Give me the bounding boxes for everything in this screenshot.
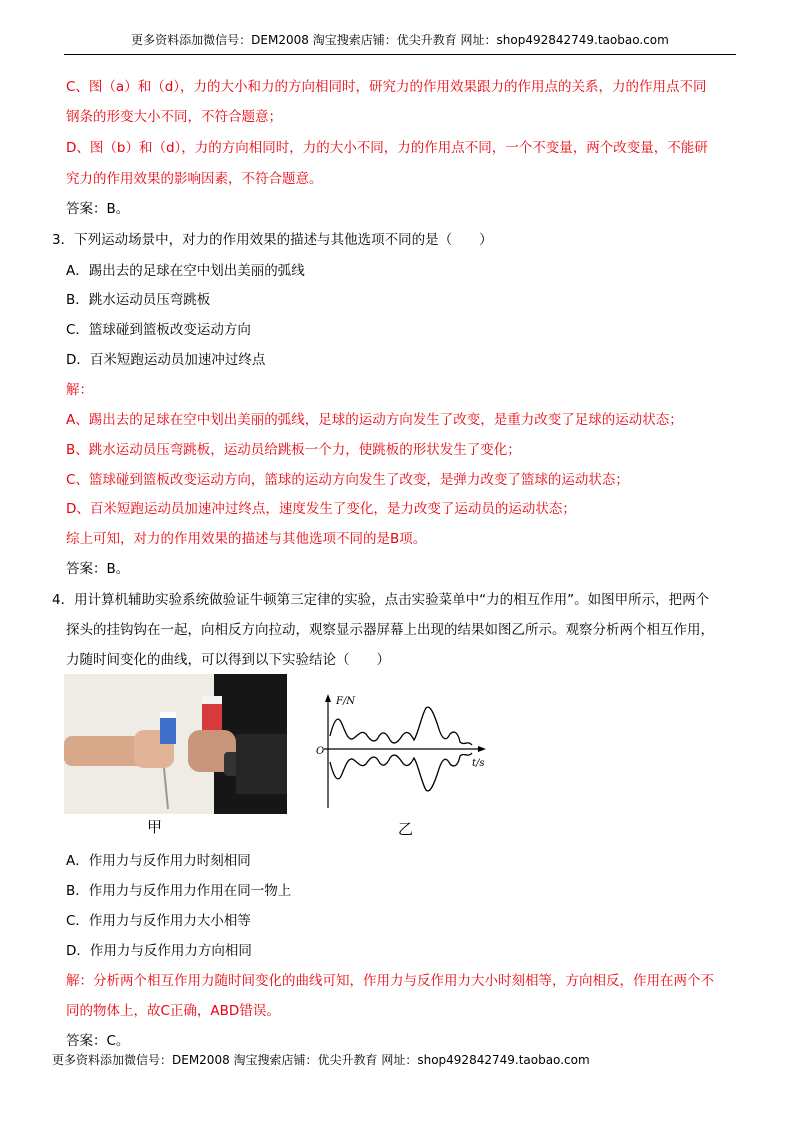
- q3-option-c: C．篮球碰到篮板改变运动方向: [66, 322, 251, 338]
- q3-solution-d: D、百米短跑运动员加速冲过终点，速度发生了变化，是力改变了运动员的运动状态；: [66, 501, 576, 517]
- graph-x-label: t/s: [472, 758, 485, 769]
- q4-solution-line2: 同的物体上，故C正确，ABD错误。: [66, 1003, 280, 1019]
- q2-solution-d-line1: D、图（b）和（d），力的方向相同时，力的大小不同，力的作用点不同，一个不变量，两个改变量，不能研: [66, 140, 708, 156]
- q3-solution-c: C、篮球碰到篮板改变运动方向，篮球的运动方向发生了改变，是弹力改变了篮球的运动状态；: [66, 472, 629, 488]
- x-axis-arrow: [478, 746, 486, 752]
- q3-solution-a: A、踢出去的足球在空中划出美丽的弧线，足球的运动方向发生了改变，是重力改变了足球的运动状态；: [66, 412, 683, 428]
- q3-solution-b: B、跳水运动员压弯跳板，运动员给跳板一个力，使跳板的形状发生了变化；: [66, 442, 521, 458]
- q4-answer: 答案：C。: [66, 1033, 130, 1049]
- q4-solution-line1: 解：分析两个相互作用力随时间变化的曲线可知，作用力与反作用力大小时刻相等，方向相反，作用在两个不: [66, 973, 714, 989]
- q3-solution-label: 解：: [66, 382, 93, 398]
- header-divider: [64, 54, 736, 55]
- q2-solution-c-line2: 钢条的形变大小不同，不符合题意；: [66, 109, 282, 125]
- page-header: 更多资料添加微信号：DEM2008 淘宝搜索店铺：优尖升教育 网址：shop492842749.taobao.com: [131, 33, 669, 47]
- graph-origin-label: O: [316, 746, 325, 757]
- q3-option-b: B．跳水运动员压弯跳板: [66, 292, 211, 308]
- q2-answer: 答案：B。: [66, 201, 130, 217]
- q4-option-d: D．作用力与反作用力方向相同: [66, 943, 252, 959]
- y-axis-arrow: [325, 694, 331, 702]
- q3-option-d: D．百米短跑运动员加速冲过终点: [66, 352, 266, 368]
- q2-solution-d-line2: 究力的作用效果的影响因素，不符合题意。: [66, 171, 323, 187]
- q3-solution-summary: 综上可知，对力的作用效果的描述与其他选项不同的是B项。: [66, 531, 427, 547]
- q2-solution-c-line1: C、图（a）和（d），力的大小和力的方向相同时，研究力的作用效果跟力的作用点的关系，力的作用点不同: [66, 79, 707, 95]
- reaction-force-curve: [330, 753, 472, 791]
- figure-jia-photo: [64, 674, 287, 814]
- q4-option-b: B．作用力与反作用力作用在同一物上: [66, 883, 292, 899]
- q3-option-a: A．踢出去的足球在空中划出美丽的弧线: [66, 263, 305, 279]
- q4-option-c: C．作用力与反作用力大小相等: [66, 913, 251, 929]
- q4-stem-line1: 4．用计算机辅助实验系统做验证牛顿第三定律的实验，点击实验菜单中“力的相互作用”。如图甲所示，把两个: [52, 592, 710, 608]
- q4-stem-line2: 探头的挂钩钩在一起，向相反方向拉动，观察显示器屏幕上出现的结果如图乙所示。观察分析两个相互作用，: [66, 622, 714, 638]
- figure-yi-force-graph: [314, 690, 494, 810]
- figure-jia-caption: 甲: [147, 818, 163, 836]
- q3-answer: 答案：B。: [66, 561, 130, 577]
- graph-y-label: F/N: [336, 696, 356, 707]
- q4-option-a: A．作用力与反作用力时刻相同: [66, 853, 251, 869]
- hands-pulling-probes-illustration: [64, 674, 287, 814]
- action-force-curve: [330, 707, 472, 745]
- page-footer: 更多资料添加微信号：DEM2008 淘宝搜索店铺：优尖升教育 网址：shop492842749.taobao.com: [52, 1053, 590, 1067]
- q3-stem: 3．下列运动场景中，对力的作用效果的描述与其他选项不同的是（ ）: [52, 232, 493, 248]
- q4-stem-line3: 力随时间变化的曲线，可以得到以下实验结论（ ）: [66, 652, 390, 668]
- figure-yi-caption: 乙: [398, 820, 414, 838]
